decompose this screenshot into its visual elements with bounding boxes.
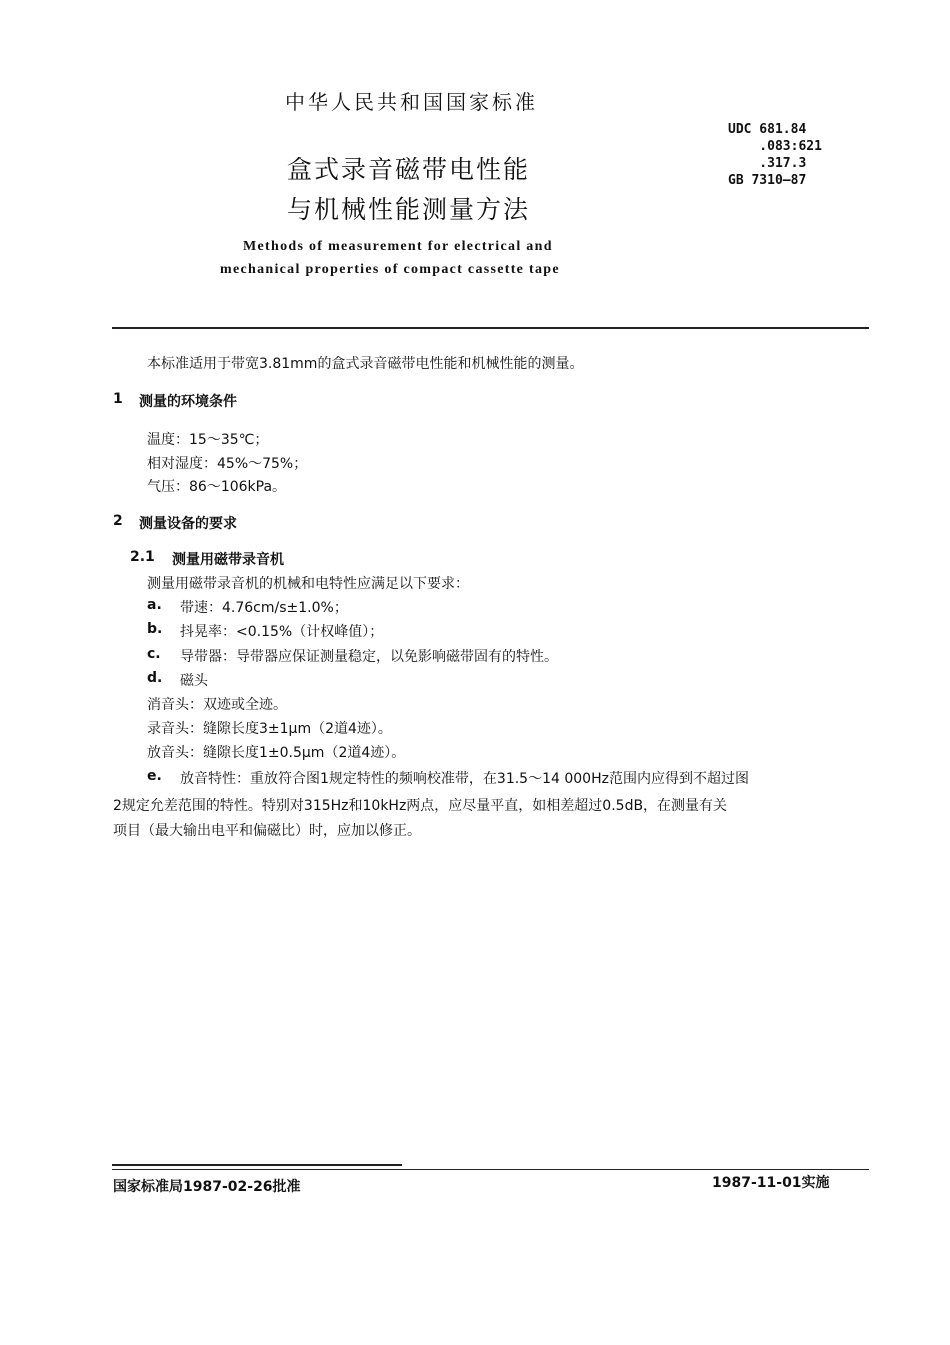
item-b-text: 抖晃率：<0.15%（计权峰值）； — [180, 624, 384, 640]
title-line-1: 盒式录音磁带电性能 — [287, 155, 531, 184]
section-2-number: 2 — [113, 513, 123, 529]
env-temperature: 温度：15～35℃； — [147, 432, 269, 448]
section-1-title: 测量的环境条件 — [139, 394, 237, 410]
header-divider — [112, 327, 869, 329]
footer-divider — [112, 1169, 869, 1170]
requirements-intro: 测量用磁带录音机的机械和电特性应满足以下要求： — [147, 576, 469, 592]
item-a-label: a. — [147, 597, 162, 613]
item-e-label: e. — [147, 768, 162, 784]
item-e-line-2: 2规定允差范围的特性。特别对315Hz和10kHz两点，应尽量平直，如相差超过0.5dB，在测量有关 — [113, 798, 728, 814]
title-line-2: 与机械性能测量方法 — [287, 195, 531, 224]
scope-paragraph: 本标准适用于带宽3.81mm的盒式录音磁带电性能和机械性能的测量。 — [147, 356, 584, 372]
approval-date: 国家标准局1987-02-26批准 — [113, 1179, 301, 1195]
item-a-text: 带速：4.76cm/s±1.0%； — [180, 600, 348, 616]
item-c-label: c. — [147, 646, 161, 662]
footer-divider-top — [112, 1164, 402, 1166]
item-b-label: b. — [147, 621, 163, 637]
english-title-line-2: mechanical properties of compact cassette tape — [220, 262, 560, 277]
issuing-organization: 中华人民共和国国家标准 — [285, 90, 538, 114]
erase-head: 消音头：双迹或全迹。 — [147, 697, 287, 713]
english-title-line-1: Methods of measurement for electrical and — [243, 239, 553, 254]
item-e-line-3: 项目（最大输出电平和偏磁比）时，应加以修正。 — [113, 823, 421, 839]
item-c-text: 导带器：导带器应保证测量稳定，以免影响磁带固有的特性。 — [180, 649, 558, 665]
section-2-title: 测量设备的要求 — [139, 516, 237, 532]
playback-head: 放音头：缝隙长度1±0.5μm（2道4迹）。 — [147, 745, 406, 761]
env-pressure: 气压：86～106kPa。 — [147, 479, 287, 495]
effective-date: 1987-11-01实施 — [712, 1175, 830, 1191]
item-d-label: d. — [147, 670, 163, 686]
item-d-text: 磁头 — [180, 673, 208, 689]
section-1-number: 1 — [113, 391, 123, 407]
item-e-line-1: 放音特性：重放符合图1规定特性的频响校准带，在31.5～14 000Hz范围内应得到不超过图 — [180, 771, 749, 787]
subsection-2-1-number: 2.1 — [130, 549, 155, 565]
env-humidity: 相对湿度：45%～75%； — [147, 456, 308, 472]
subsection-2-1-title: 测量用磁带录音机 — [172, 552, 284, 568]
udc-code-block: UDC 681.84 .083:621 .317.3 GB 7310—87 — [728, 122, 822, 188]
record-head: 录音头：缝隙长度3±1μm（2道4迹）。 — [147, 721, 392, 737]
